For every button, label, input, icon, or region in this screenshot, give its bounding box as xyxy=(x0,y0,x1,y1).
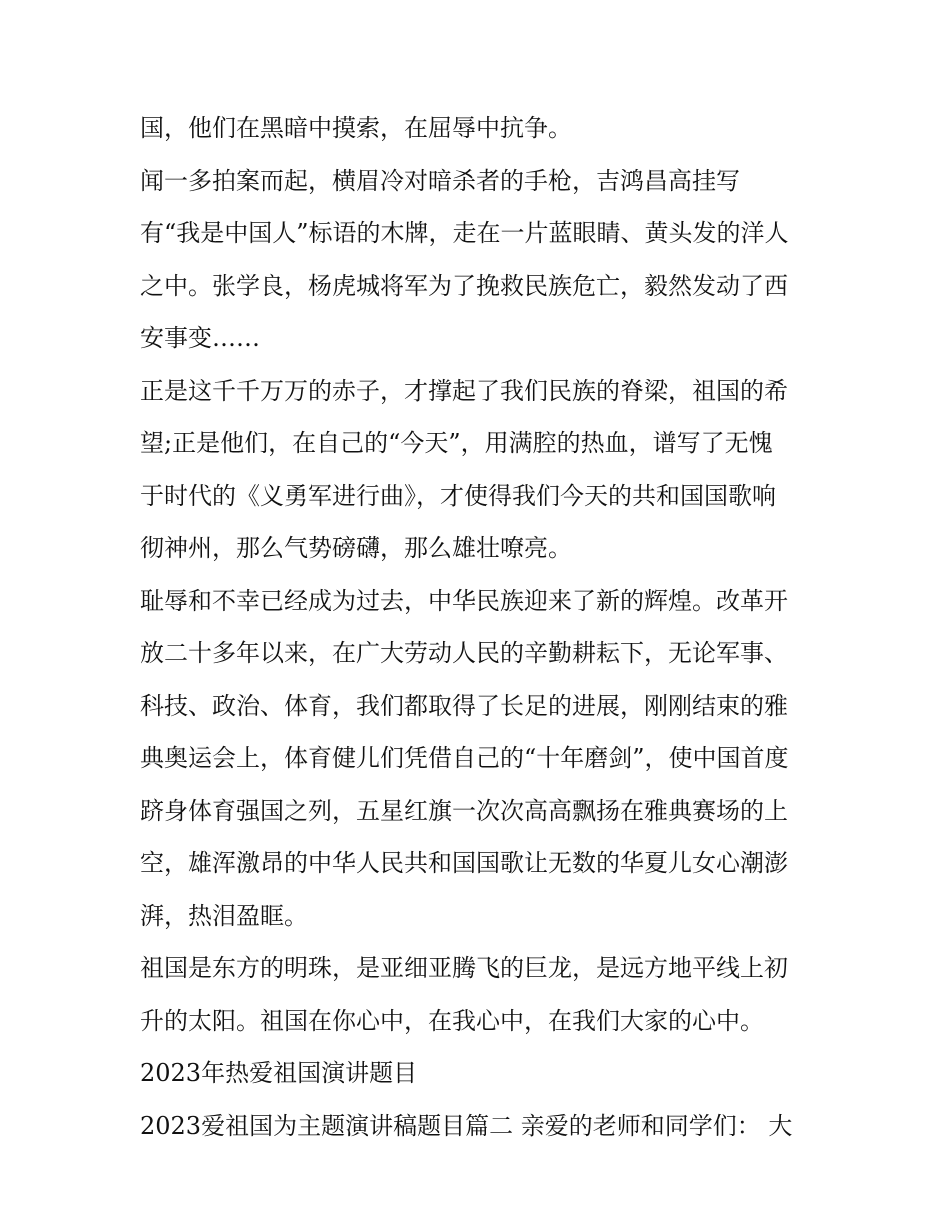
text-line: 安事变…… xyxy=(140,324,260,352)
text-line: 湃，热泪盈眶。 xyxy=(140,901,308,930)
text-line: 空，雄浑激昂的中华人民共和国国歌让无数的华夏儿女心潮澎 xyxy=(140,849,788,877)
text-line: 彻神州，那么气势磅礴，那么雄壮嘹亮。 xyxy=(140,534,572,562)
text-line: 国，他们在黑暗中摸索，在屈辱中抗争。 xyxy=(140,114,572,142)
text-line: 于时代的《义勇军进行曲》，才使得我们今天的共和国国歌响 xyxy=(140,481,776,510)
text-line: 之中。张学良，杨虎城将军为了挽救民族危亡，毅然发动了西 xyxy=(140,271,788,300)
text-line: 有“我是中国人”标语的木牌，走在一片蓝眼睛、黄头发的洋人 xyxy=(140,219,789,247)
text-line: 科技、政治、体育，我们都取得了长足的进展，刚刚结束的雅 xyxy=(140,691,788,720)
text-line: 2023爱祖国为主题演讲稿题目篇二 亲爱的老师和同学们： 大 xyxy=(140,1111,793,1140)
text-line: 耻辱和不幸已经成为过去，中华民族迎来了新的辉煌。改革开 xyxy=(140,586,788,615)
text-line: 典奥运会上，体育健儿们凭借自己的“十年磨剑”，使中国首度 xyxy=(140,744,789,772)
text-line: 跻身体育强国之列，五星红旗一次次高高飘扬在雅典赛场的上 xyxy=(140,796,788,825)
text-line: 望;正是他们，在自己的“今天”，用满腔的热血，谱写了无愧 xyxy=(140,429,773,457)
section-title: 2023年热爱祖国演讲题目 xyxy=(140,1059,418,1087)
document-body xyxy=(140,108,820,1158)
text-line: 放二十多年以来，在广大劳动人民的辛勤耕耘下，无论军事、 xyxy=(140,639,788,667)
text-line: 升的太阳。祖国在你心中，在我心中，在我们大家的心中。 xyxy=(140,1006,764,1035)
text-line: 闻一多拍案而起，横眉冷对暗杀者的手枪，吉鸿昌高挂写 xyxy=(140,166,740,195)
text-line: 正是这千千万万的赤子，才撑起了我们民族的脊梁，祖国的希 xyxy=(140,376,788,405)
text-line: 祖国是东方的明珠，是亚细亚腾飞的巨龙，是远方地平线上初 xyxy=(140,954,788,982)
